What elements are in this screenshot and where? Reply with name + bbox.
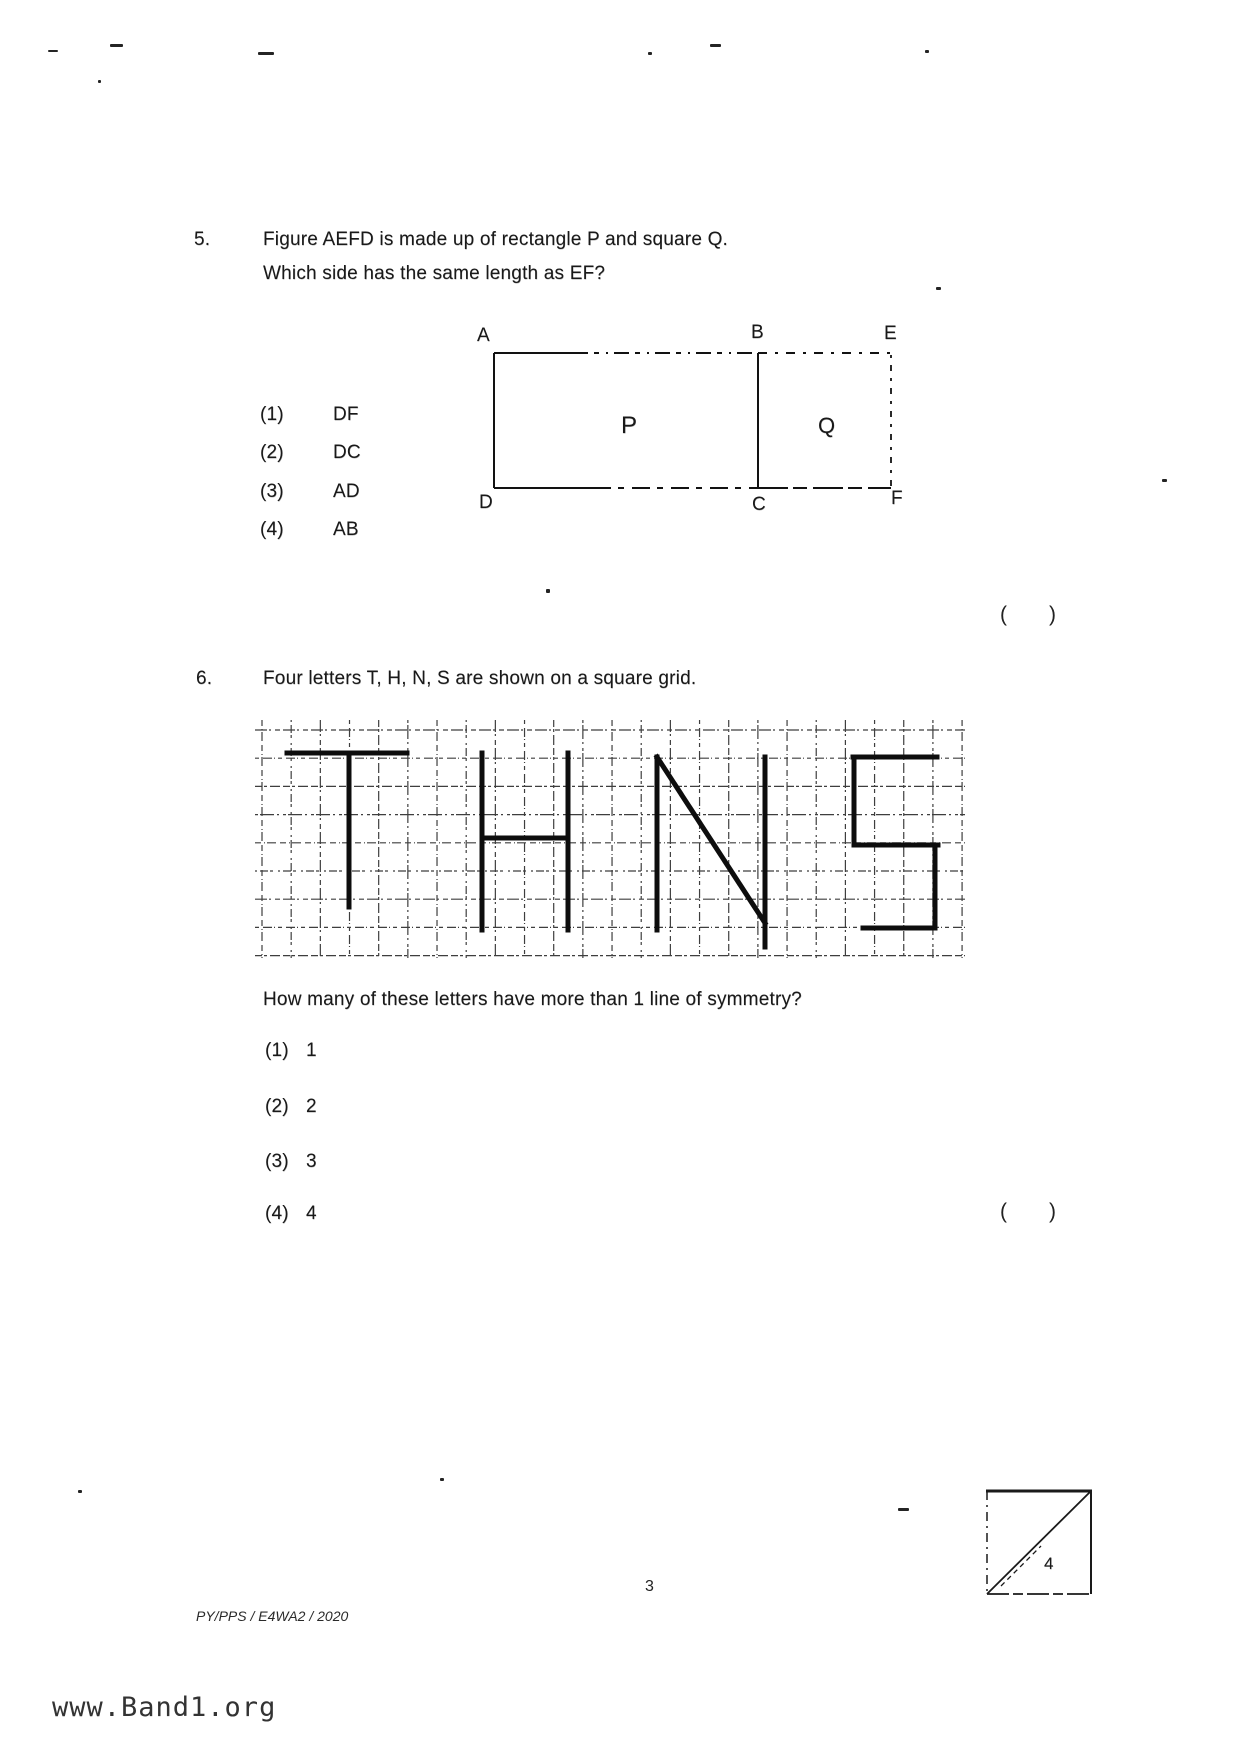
q6-option-3-number: (3) [265,1151,289,1172]
scan-speck [440,1478,444,1481]
q5-option-2-number: (2) [260,442,284,463]
q5-option-4-text: AB [333,519,359,540]
question-5-text-line-1: Figure AEFD is made up of rectangle P and square Q. [263,229,729,250]
q6-option-3-text: 3 [306,1151,317,1172]
vertex-label-a: A [477,325,490,346]
q5-figure-svg [455,320,915,505]
vertex-label-f: F [891,488,903,509]
vertex-label-b: B [751,322,764,343]
scan-speck [546,589,550,593]
q6-option-1-number: (1) [265,1040,289,1061]
q5-option-1-number: (1) [260,404,284,425]
page-number: 3 [645,1578,654,1595]
scan-speck [648,52,652,55]
q6-option-1-text: 1 [306,1040,317,1061]
corner-triangle-icon [983,1486,1095,1598]
question-6-number: 6. [196,668,213,689]
q6-option-3 [265,1151,317,1173]
scan-speck [48,50,58,52]
region-label-q: Q [818,413,836,438]
question-6-prompt: How many of these letters have more than 1 line of symmetry? [263,989,802,1010]
symmetry-grid-svg [253,712,969,962]
q5-option-2 [260,442,361,464]
q6-option-4 [265,1203,317,1225]
letter-T-strokes [287,753,407,907]
q5-option-3-number: (3) [260,481,284,502]
letter-S-strokes [853,757,938,928]
q5-option-1-text: DF [333,404,359,425]
q5-answer-bracket [1000,603,1056,627]
q6-bracket-open: ( [1000,1200,1007,1223]
scan-speck [110,44,123,47]
question-5-text-line-2: Which side has the same length as EF? [263,263,606,284]
q6-bracket-close: ) [1049,1200,1056,1223]
scan-speck [98,80,101,83]
region-label-p: P [621,412,638,439]
question-6-text-line-1: Four letters T, H, N, S are shown on a square grid. [263,668,697,689]
q6-option-4-text: 4 [306,1203,317,1224]
vertex-label-e: E [884,323,897,344]
q6-answer-bracket [1000,1200,1056,1224]
q6-option-2-number: (2) [265,1096,289,1117]
q6-option-1 [265,1040,317,1062]
q6-option-2 [265,1096,317,1118]
scan-speck [258,52,274,55]
vertex-label-d: D [479,492,493,513]
scan-speck [710,44,721,47]
q5-option-2-text: DC [333,442,361,463]
q5-option-4 [260,519,359,541]
footer-paper-code: PY/PPS / E4WA2 / 2020 [196,1608,349,1624]
q5-option-1 [260,404,359,426]
q5-option-3-text: AD [333,481,360,502]
q6-option-4-number: (4) [265,1203,289,1224]
q6-option-2-text: 2 [306,1096,317,1117]
corner-icon-label: 4 [1044,1554,1054,1573]
scan-speck [925,50,929,53]
q5-bracket-open: ( [1000,603,1007,626]
scan-speck [898,1508,909,1511]
scan-speck [936,287,941,290]
letter-N-strokes [657,757,765,947]
q5-bracket-close: ) [1049,603,1056,626]
scan-speck [1162,479,1167,482]
question-5-number: 5. [194,229,211,250]
q5-option-3 [260,481,360,503]
band1-watermark: www.Band1.org [52,1692,277,1723]
vertex-label-c: C [752,494,766,515]
scan-speck [78,1490,82,1493]
q5-option-4-number: (4) [260,519,284,540]
